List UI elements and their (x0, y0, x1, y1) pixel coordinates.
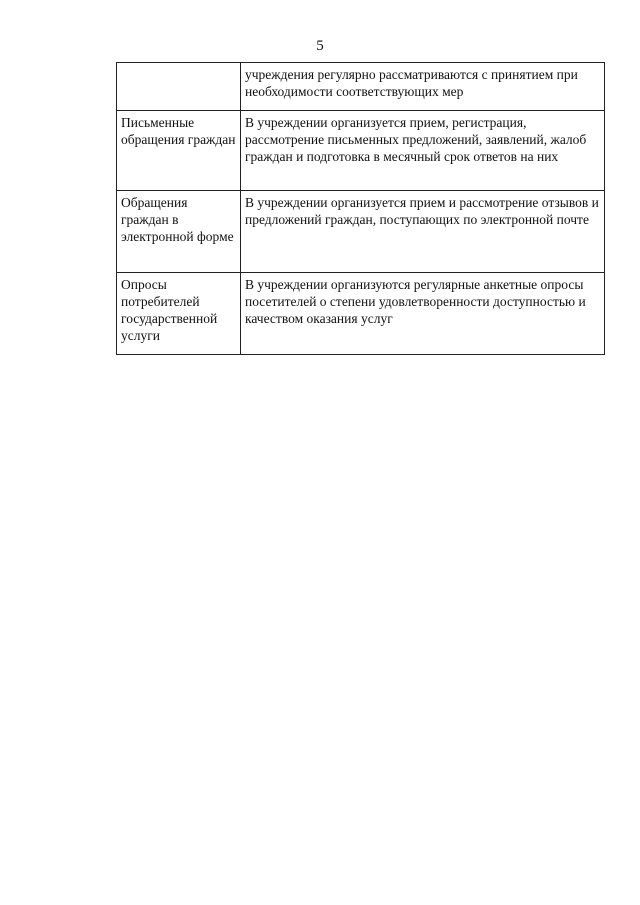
table-cell-description: В учреждении организуется прием, регистрация, рассмотрение письменных предложений, заявлений, жалоб граждан и подготовка в месячный срок ответов на них (241, 111, 605, 191)
table-row (117, 63, 605, 111)
table-row (117, 273, 605, 355)
table-cell-description: В учреждении организуется прием и рассмотрение отзывов и предложений граждан, поступающих по электронной почте (241, 191, 605, 273)
table-cell-category: Опросы потребителей государственной услуги (117, 273, 241, 355)
table-cell-description: учреждения регулярно рассматриваются с принятием при необходимости соответствующих мер (241, 63, 605, 111)
table-cell-category (117, 63, 241, 111)
table-cell-category: Обращения граждан в электронной форме (117, 191, 241, 273)
table-row (117, 191, 605, 273)
table-row (117, 111, 605, 191)
table-cell-description: В учреждении организуются регулярные анкетные опросы посетителей о степени удовлетворенности доступностью и качеством оказания услуг (241, 273, 605, 355)
table-cell-category: Письменные обращения граждан (117, 111, 241, 191)
services-table (116, 62, 605, 355)
page-number: 5 (316, 38, 324, 54)
